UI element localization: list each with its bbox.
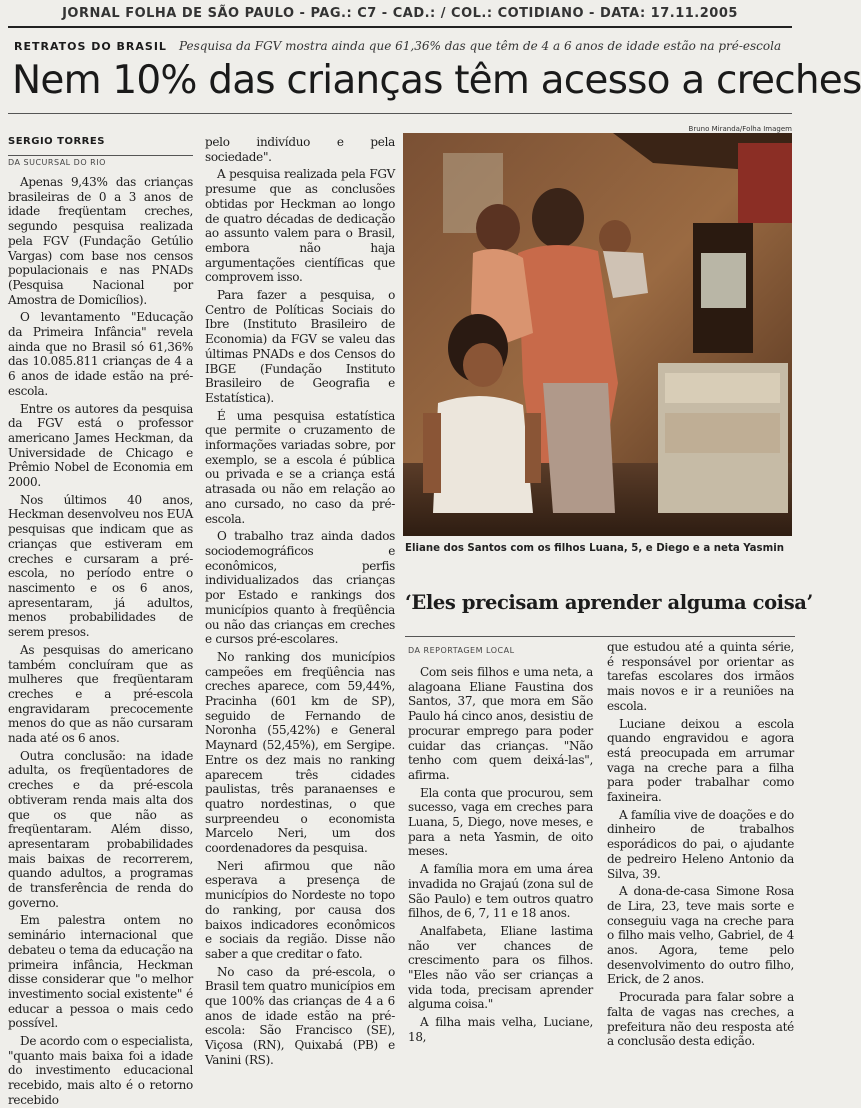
- paragraph: A família mora em uma área invadida no Grajaú (zona sul de São Paulo) e tem outros quatro filhos, de 6, 7, 11 e 18 anos.: [408, 862, 593, 921]
- news-photo: [403, 133, 792, 536]
- paragraph: Neri afirmou que não esperava a presença de municípios do Nordeste no topo do ranking, por causa dos baixos indicadores econômicos e sociais da região. Disse não saber a que creditar o fato.: [205, 858, 395, 961]
- paragraph: Nos últimos 40 anos, Heckman desenvolveu nos EUA pesquisas que indicam que as crianças que estiveram em creches e cursaram a pré-escola, no período entre o nascimento e os 6 anos, apresentaram, já adultos, menos probabilidades de serem presos.: [8, 492, 193, 640]
- paragraph: Procurada para falar sobre a falta de vagas nas creches, a prefeitura não deu resposta até a conclusão desta edição.: [607, 990, 794, 1049]
- paragraph: Analfabeta, Eliane lastima não ver chances de crescimento para os filhos. "Eles não vão ser crianças a vida toda, precisam aprender alguma coisa.": [408, 923, 593, 1012]
- photo-caption: Eliane dos Santos com os filhos Luana, 5, e Diego e a neta Yasmin: [405, 543, 784, 554]
- side-story-rule: [405, 636, 795, 637]
- paragraph: Em palestra ontem no seminário internacional que debateu o tema da educação na primeira infância, Heckman disse considerar que "o melhor investimento social existente" é educar a pessoa o mais cedo possível.: [8, 913, 193, 1031]
- paragraph: A dona-de-casa Simone Rosa de Lira, 23, teve mais sorte e conseguiu vaga na creche para o filho mais velho, Gabriel, de 4 anos. Agora, teme pelo desenvolvimento do outro filho, Erick, de 2 anos.: [607, 884, 794, 987]
- paragraph: Para fazer a pesquisa, o Centro de Políticas Sociais do Ibre (Instituto Brasileiro de Economia) da FGV se valeu das últimas PNADs e dos Censos do IBGE (Fundação Instituto Brasileiro de Geografia e Estatística).: [205, 288, 395, 405]
- photo-credit: Bruno Miranda/Folha Imagem: [688, 125, 792, 133]
- paragraph: A pesquisa realizada pela FGV presume que as conclusões obtidas por Heckman ao longo de quatro décadas de dedicação ao assunto valem para o Brasil, embora não haja argumentações científicas que comprovem isso.: [205, 167, 395, 285]
- side-column-2: [607, 640, 794, 1049]
- side-story-bureau: DA REPORTAGEM LOCAL: [408, 646, 515, 655]
- paragraph: O trabalho traz ainda dados sociodemográficos e econômicos, perfis individualizados das crianças por Estado e rankings dos municípios quanto à freqüência ou não das crianças em creches e cursos pré-escolares.: [205, 529, 395, 647]
- paragraph: pelo indivíduo e pela sociedade".: [205, 135, 395, 164]
- paragraph: No caso da pré-escola, o Brasil tem quatro municípios em que 100% das crianças de 4 a 6 anos de idade estão na pré-escola: São Francisco (SE), Viçosa (RN), Quixabá (PB) e Vanini (RS).: [205, 964, 395, 1067]
- kicker: [14, 37, 794, 55]
- paragraph: Entre os autores da pesquisa da FGV está o professor americano James Heckman, da Universidade de Chicago e Prêmio Nobel de Economia em 2000.: [8, 401, 193, 490]
- article-column-2: [205, 135, 395, 1067]
- byline: SERGIO TORRES: [8, 136, 105, 147]
- paragraph: Apenas 9,43% das crianças brasileiras de 0 a 3 anos de idade freqüentam creches, segundo pesquisa realizada pela FGV (Fundação Getúlio Vargas) com base nos censos populacionais e nas PNADs (Pesquisa Nacional por Amostra de Domicílios).: [8, 175, 193, 307]
- paragraph: A família vive de doações e do dinheiro de trabalhos esporádicos do pai, o ajudante de pedreiro Heleno Antonio da Silva, 39.: [607, 807, 794, 881]
- headline: Nem 10% das crianças têm acesso a creches: [12, 58, 861, 103]
- paragraph: As pesquisas do americano também concluíram que as mulheres que freqüentaram creches e a pré-escola engravidaram precocemente menos do que as não cursaram nada até os 6 anos.: [8, 642, 193, 746]
- kicker-subtitle: Pesquisa da FGV mostra ainda que 61,36% das que têm de 4 a 6 anos de idade estão na pré-escola: [178, 39, 782, 53]
- paragraph: Ela conta que procurou, sem sucesso, vaga em creches para Luana, 5, Diego, nove meses, e para a neta Yasmin, de oito meses.: [408, 785, 593, 859]
- paragraph: De acordo com o especialista, "quanto mais baixa foi a idade do investimento educacional recebido, mais alto é o retorno recebido: [8, 1034, 193, 1107]
- paragraph: que estudou até a quinta série, é responsável por orientar as tarefas escolares dos irmãos mais novos e ir a reuniões na escola.: [607, 640, 794, 713]
- side-story-headline: ‘Eles precisam aprender alguma coisa’: [405, 591, 813, 614]
- paragraph: Luciane deixou a escola quando engravidou e agora está preocupada em arrumar vaga na creche para a filha para poder trabalhar como faxineira.: [607, 716, 794, 805]
- bureau-label: DA SUCURSAL DO RIO: [8, 155, 193, 167]
- paragraph: A filha mais velha, Luciane, 18,: [408, 1015, 593, 1044]
- article-column-1: [8, 175, 193, 1107]
- masthead-rule: [8, 26, 792, 28]
- paragraph: É uma pesquisa estatística que permite o cruzamento de informações variadas sobre, por exemplo, se a escola é pública ou privada e se a criança está atrasada ou não em relação ao ano cursado, no caso da pré-escola.: [205, 408, 395, 526]
- paragraph: No ranking dos municípios campeões em freqüência nas creches aparece, com 59,44%, Pracinha (601 km de SP), seguido de Fernando de Noronha (55,42%) e General Maynard (52,45%), em Sergipe. Entre os dez mais no ranking aparecem três cidades paulistas, três paranaenses e quatro nordestinas, o que surpreendeu o economista Marcelo Neri, um dos coordenadores da pesquisa.: [205, 649, 395, 856]
- paragraph: Com seis filhos e uma neta, a alagoana Eliane Faustina dos Santos, 37, que mora em São Paulo há cinco anos, desistiu de procurar emprego para poder cuidar das crianças. "Não tenho com quem deixá-las", afirma.: [408, 665, 593, 782]
- paragraph: O levantamento "Educação da Primeira Infância" revela ainda que no Brasil só 61,36% das 10.085.811 crianças de 4 a 6 anos de idade estão na pré-escola.: [8, 310, 193, 398]
- paragraph: Outra conclusão: na idade adulta, os freqüentadores de creches e da pré-escola obtiveram renda mais alta dos que os que não as freqüentaram. Além disso, apresentaram probabilidades mais baixas de recorrerem, quando adultos, a programas de transferência de renda do governo.: [8, 748, 193, 910]
- section-label: RETRATOS DO BRASIL: [14, 39, 167, 53]
- side-column-1: [408, 665, 593, 1044]
- masthead: JORNAL FOLHA DE SÃO PAULO - PAG.: C7 - CAD.: / COL.: COTIDIANO - DATA: 17.11.2005: [62, 5, 738, 21]
- family-photo-illustration: [403, 133, 792, 536]
- headline-rule: [8, 113, 792, 114]
